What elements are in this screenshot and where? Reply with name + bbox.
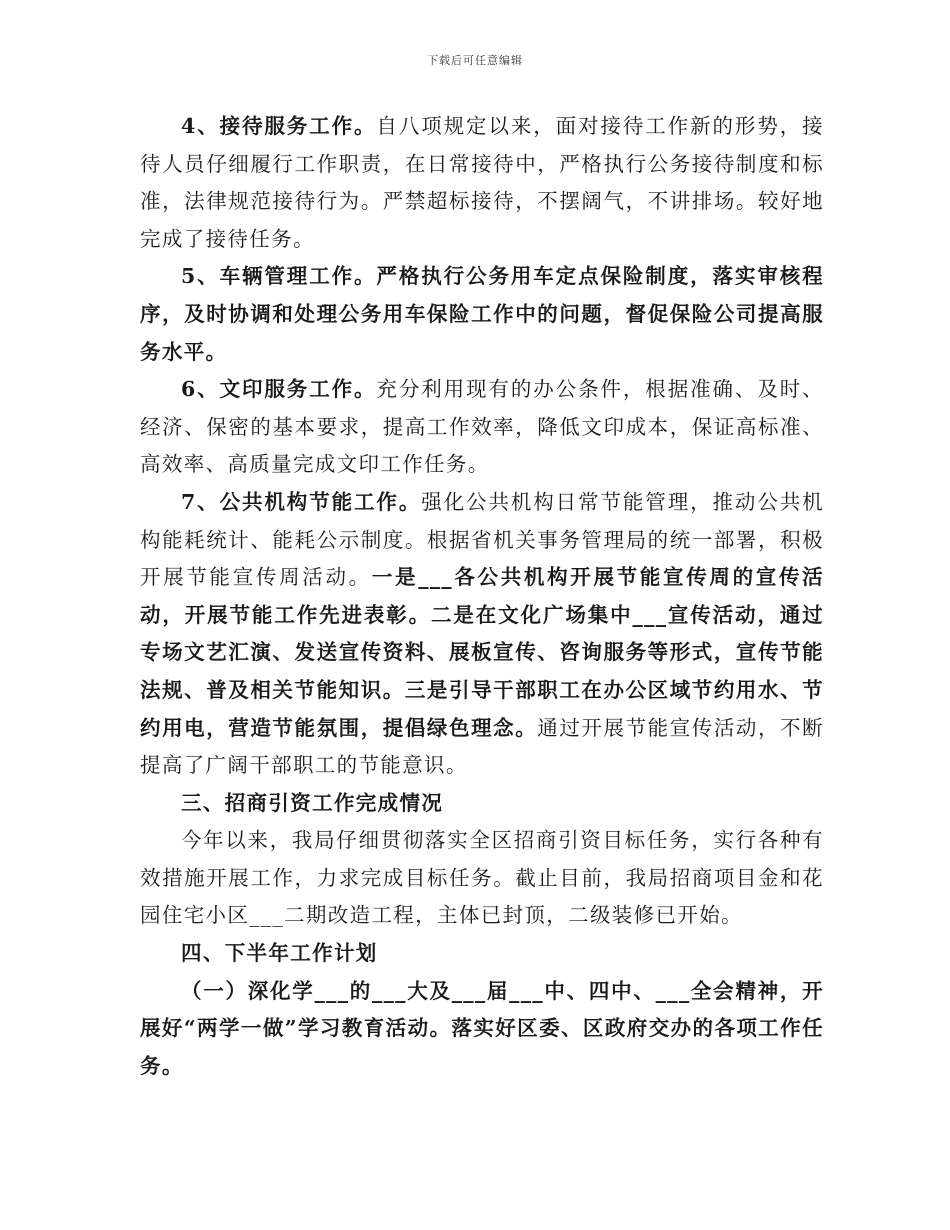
paragraph-printing-service xyxy=(140,371,824,484)
section-heading: 四、下半年工作计划 xyxy=(181,941,378,966)
paragraph-heading: 7、公共机构节能工作。 xyxy=(181,489,422,514)
paragraph-text: 充分利用现有的办公条件，根据准确、及时、经济、保密的基本要求，提高工作效率，降低文印成本，保证高标准、高效率、高质量完成文印工作任务。 xyxy=(140,377,824,477)
paragraph-text: 通过开展节能宣传活动，不断提高了广阔干部职工的节能意识。 xyxy=(140,715,824,778)
paragraph-text: 自八项规定以来，面对接待工作新的形势，接待人员仔细履行工作职责，在日常接待中，严格执行公务接待制度和标准，法律规范接待行为。严禁超标接待，不摆阔气，不讲排场。较好地完成了接待任务。 xyxy=(140,114,824,251)
document-body xyxy=(140,108,824,1085)
paragraph-investment xyxy=(140,822,824,935)
page-header: 下载后可任意编辑 xyxy=(427,54,523,67)
paragraph-text: 强化公共机构日常节能管理，推动公共机构能耗统计、能耗公示制度。根据省机关事务管理局的统一部署，积极开展节能宣传周活动。 xyxy=(140,489,824,590)
paragraph-text: 今年以来，我局仔细贯彻落实全区招商引资目标任务，实行各种有效措施开展工作，力求完成目标任务。截止目前，我局招商项目金和花园住宅小区___二期改造工程，主体已封顶，二级装修已开始。 xyxy=(140,828,824,928)
paragraph-text-bold: 一是___各公共机构开展节能宣传周的宣传活动，开展节能工作先进表彰。二是在文化广场集中___宣传活动，通过专场文艺汇演、发送宣传资料、展板宣传、咨询服务等形式，宣传节能法规、普及相关节能知识。三是引导干部职工在办公区域节约用水、节约用电，营造节能氛围，提倡绿色理念。 xyxy=(140,565,824,740)
section-heading-investment xyxy=(140,785,824,823)
paragraph-vehicle-management xyxy=(140,258,824,371)
paragraph-heading: 6、文印服务工作。 xyxy=(181,377,377,402)
paragraph-plan-item-1 xyxy=(140,973,824,1086)
paragraph-text-bold: （一）深化学___的___大及___届___中、四中、___全会精神，开展好“两学一做”学习教育活动。落实好区委、区政府交办的各项工作任务。 xyxy=(140,978,824,1078)
paragraph-text-bold: 5、车辆管理工作。严格执行公务用车定点保险制度，落实审核程序，及时协调和处理公务用车保险工作中的问题，督促保险公司提高服务水平。 xyxy=(140,264,824,364)
paragraph-heading: 4、接待服务工作。 xyxy=(181,114,377,138)
section-heading: 三、招商引资工作完成情况 xyxy=(181,790,444,815)
paragraph-reception-service xyxy=(140,108,824,258)
section-heading-plan xyxy=(140,935,824,973)
paragraph-energy-saving xyxy=(140,484,824,785)
